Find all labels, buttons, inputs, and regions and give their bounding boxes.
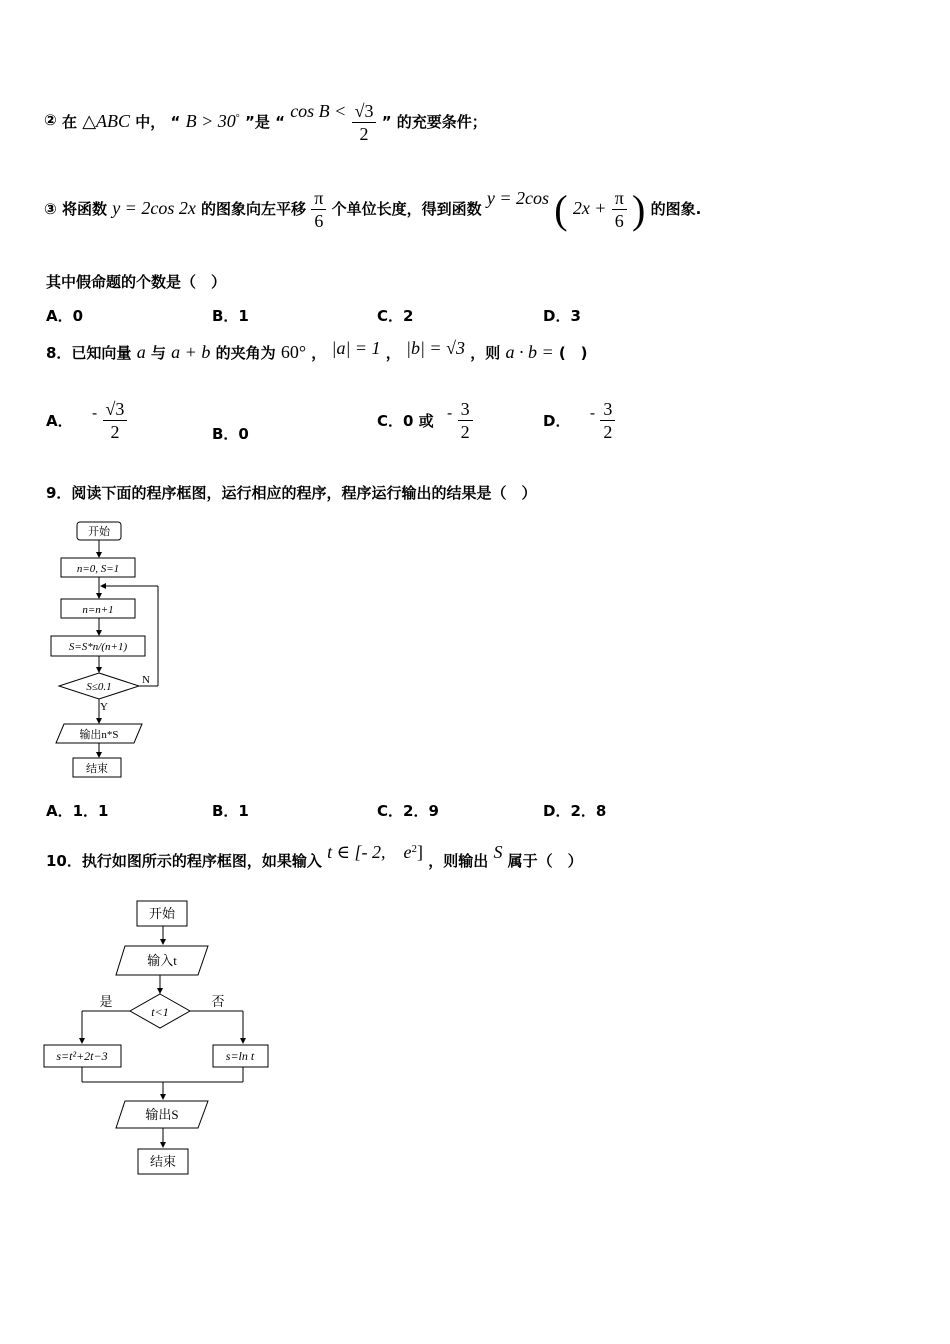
option-a: A．0 xyxy=(46,307,84,325)
flow-end-label: 结束 xyxy=(86,763,108,775)
question-prompt: 其中假命题的个数是（ ） xyxy=(46,273,227,291)
option-b: B．1 xyxy=(212,307,249,325)
flow10-left-label: s=t²+2t−3 xyxy=(56,1049,108,1063)
statement-3: ③ 将函数 y = 2cos 2x 的图象向左平移 $\frac{\pi}{6}$ 个单位长度，得到函数 y = 2cos ( 2x + $\frac{\pi}{6}$ ) 的图象. xyxy=(44,187,702,232)
flow10-end-label: 结束 xyxy=(149,1154,177,1169)
q9-option-d: D．2．8 xyxy=(543,802,607,820)
fraction-pi-6: $\frac{\pi}{6}$ xyxy=(311,187,326,232)
question-10: 10．执行如图所示的程序框图，如果输入 t ∈ [- 2, $e^2$] ，则输出 S 属于（ ） xyxy=(46,842,583,870)
flow-update-label: S=S*n/(n+1) xyxy=(68,641,128,653)
question-8: 8．已知向量 a 与 a + b 的夹角为 60° ， |a| = 1 ， |b| = √3 ，则 a · b = ( ) xyxy=(46,338,588,362)
flow-start-label: 开始 xyxy=(88,526,110,538)
flow-output-label: 输出n*S xyxy=(79,729,119,741)
flow10-input-label: 输入t xyxy=(147,953,177,968)
fraction-sqrt3-2: $\frac{√3}{2}$ xyxy=(352,100,377,145)
flow-yes-label: Y xyxy=(100,701,108,713)
q8-option-a: A． - $\frac{√3}{2}$ xyxy=(46,398,127,443)
function-2: y = 2cos xyxy=(486,188,550,208)
q9-option-a: A．1．1 xyxy=(46,802,109,820)
function-1: y = 2cos 2x xyxy=(112,198,196,218)
option-c: C．2 xyxy=(377,307,414,325)
condition-cos: cos B < xyxy=(290,101,347,121)
flow-no-label: N xyxy=(142,674,150,686)
flow10-start-label: 开始 xyxy=(148,906,176,921)
q9-option-c: C．2．9 xyxy=(377,802,439,820)
flow10-yes-label: 是 xyxy=(99,994,113,1009)
triangle-abc: △ABC xyxy=(82,111,131,131)
flow-init-label: n=0, S=1 xyxy=(76,563,120,575)
question-9: 9．阅读下面的程序框图，运行相应的程序，程序运行输出的结果是（ ） xyxy=(46,484,537,502)
flowchart-q10 xyxy=(40,896,280,1180)
q8-option-c: C．0 或 - $\frac{3}{2}$ xyxy=(377,398,473,443)
statement-2: ② 在 △ABC 中， “ B > 30° ”是 “ cos B < $\frac{√3}{2}$ ” 的充要条件； xyxy=(44,101,487,144)
q8-option-b: B．0 xyxy=(212,425,249,443)
flow-cond-label: S≤0.1 xyxy=(86,681,112,693)
statement-marker: ③ xyxy=(44,200,57,218)
fraction-pi-6-inner: $\frac{\pi}{6}$ xyxy=(612,187,627,232)
q8-option-d: D． - $\frac{3}{2}$ xyxy=(543,398,615,443)
q9-option-b: B．1 xyxy=(212,802,249,820)
statement-marker: ② xyxy=(44,111,57,129)
flow10-right-label: s=ln t xyxy=(225,1049,255,1063)
flow-inc-label: n=n+1 xyxy=(82,604,114,616)
flowchart-q9 xyxy=(50,518,170,780)
flow10-output-label: 输出S xyxy=(145,1107,179,1122)
flow10-no-label: 否 xyxy=(211,994,225,1009)
flow10-cond-label: t<1 xyxy=(151,1005,169,1019)
condition-b: B > 30 xyxy=(185,111,236,131)
option-d: D．3 xyxy=(543,307,581,325)
